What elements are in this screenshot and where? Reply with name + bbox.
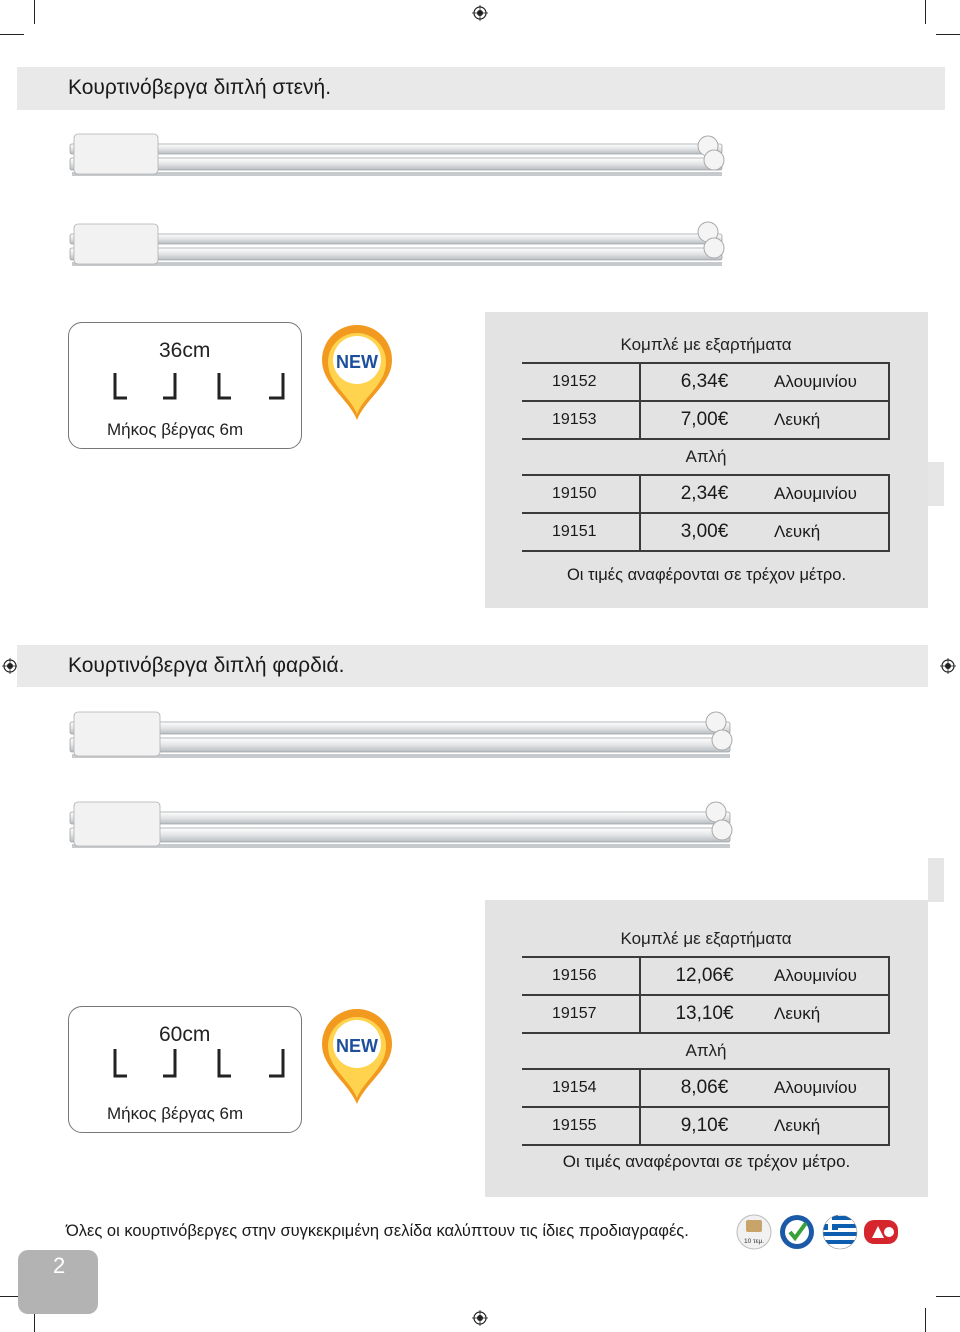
product-price: 13,10€ <box>675 1003 734 1024</box>
table-row <box>522 1106 890 1146</box>
product-price: 7,00€ <box>680 409 729 430</box>
product-code: 19155 <box>552 1117 597 1134</box>
table-row <box>522 956 890 994</box>
side-tab <box>928 858 944 902</box>
section-title: Κουρτινόβεργα διπλή φαρδιά. <box>68 654 345 677</box>
price-panel <box>485 312 928 608</box>
price-panel <box>485 900 928 1197</box>
price-table <box>522 922 890 1146</box>
product-code: 19156 <box>552 967 597 984</box>
product-code: 19154 <box>552 1079 597 1096</box>
pack-label: 10 τεμ. <box>743 1238 765 1245</box>
product-code: 19151 <box>552 523 597 540</box>
greek-flag-icon <box>822 1214 858 1250</box>
width-label: 60cm <box>159 1023 211 1046</box>
product-material: Αλουμινίου <box>774 372 857 391</box>
product-material: Αλουμινίου <box>774 1078 857 1097</box>
table-row <box>522 400 890 440</box>
crop-mark <box>936 34 960 35</box>
product-price: 8,06€ <box>680 1077 729 1098</box>
price-note: Οι τιμές αναφέρονται σε τρέχον μέτρο. <box>566 566 847 584</box>
table-row <box>522 474 890 512</box>
crop-mark <box>0 34 24 35</box>
table-row <box>522 994 890 1034</box>
group-title: Κομπλέ με εξαρτήματα <box>620 335 792 354</box>
product-price: 2,34€ <box>680 483 729 504</box>
pack-10-icon <box>736 1214 772 1250</box>
section-title: Κουρτινόβεργα διπλή στενή. <box>68 76 332 99</box>
product-code: 19152 <box>552 373 597 390</box>
profile-diagram <box>68 322 302 449</box>
page-number: 2 <box>53 1253 66 1278</box>
crop-mark <box>925 1308 926 1332</box>
registration-mark-icon <box>472 5 488 21</box>
quality-check-icon <box>778 1213 816 1251</box>
product-material: Αλουμινίου <box>774 484 857 503</box>
registration-mark-icon <box>2 658 18 674</box>
length-label: Μήκος βέργας 6m <box>107 1104 244 1123</box>
product-material: Λευκή <box>774 410 821 429</box>
group-title: Απλή <box>685 1041 727 1060</box>
registration-mark-icon <box>472 1310 488 1326</box>
product-price: 9,10€ <box>680 1115 729 1136</box>
curtain-rail-image <box>68 708 738 858</box>
footer-text: Όλες οι κουρτινόβεργες στην συγκεκριμένη σελίδα καλύπτουν τις ίδιες προδιαγραφές. <box>66 1222 689 1240</box>
product-price: 12,06€ <box>675 965 734 986</box>
table-row <box>522 1068 890 1106</box>
product-price: 6,34€ <box>680 371 729 392</box>
product-material: Αλουμινίου <box>774 966 857 985</box>
group-title: Κομπλέ με εξαρτήματα <box>620 929 792 948</box>
product-material: Λευκή <box>774 1116 821 1135</box>
product-price: 3,00€ <box>680 521 729 542</box>
brand-logo-icon <box>862 1216 900 1248</box>
profile-outline-icon <box>113 1047 285 1079</box>
product-code: 19153 <box>552 411 597 428</box>
new-badge-text: NEW <box>336 1036 378 1056</box>
crop-mark <box>34 0 35 24</box>
price-table <box>522 328 890 552</box>
registration-mark-icon <box>940 658 956 674</box>
side-tab <box>928 462 944 506</box>
profile-outline-icon <box>113 371 285 401</box>
group-title: Απλή <box>685 447 727 466</box>
table-row <box>522 512 890 552</box>
new-badge-text: NEW <box>336 352 378 372</box>
price-note: Οι τιμές αναφέρονται σε τρέχον μέτρο. <box>562 1152 851 1171</box>
table-row <box>522 362 890 400</box>
product-material: Λευκή <box>774 522 821 541</box>
length-label: Μήκος βέργας 6m <box>107 420 244 439</box>
crop-mark <box>925 0 926 24</box>
product-code: 19150 <box>552 485 597 502</box>
new-badge-icon <box>318 322 396 422</box>
width-label: 36cm <box>159 339 211 362</box>
profile-diagram <box>68 1006 302 1133</box>
curtain-rail-image <box>68 130 734 280</box>
new-badge-icon <box>318 1006 396 1106</box>
product-material: Λευκή <box>774 1004 821 1023</box>
crop-mark <box>936 1296 960 1297</box>
product-code: 19157 <box>552 1005 597 1022</box>
